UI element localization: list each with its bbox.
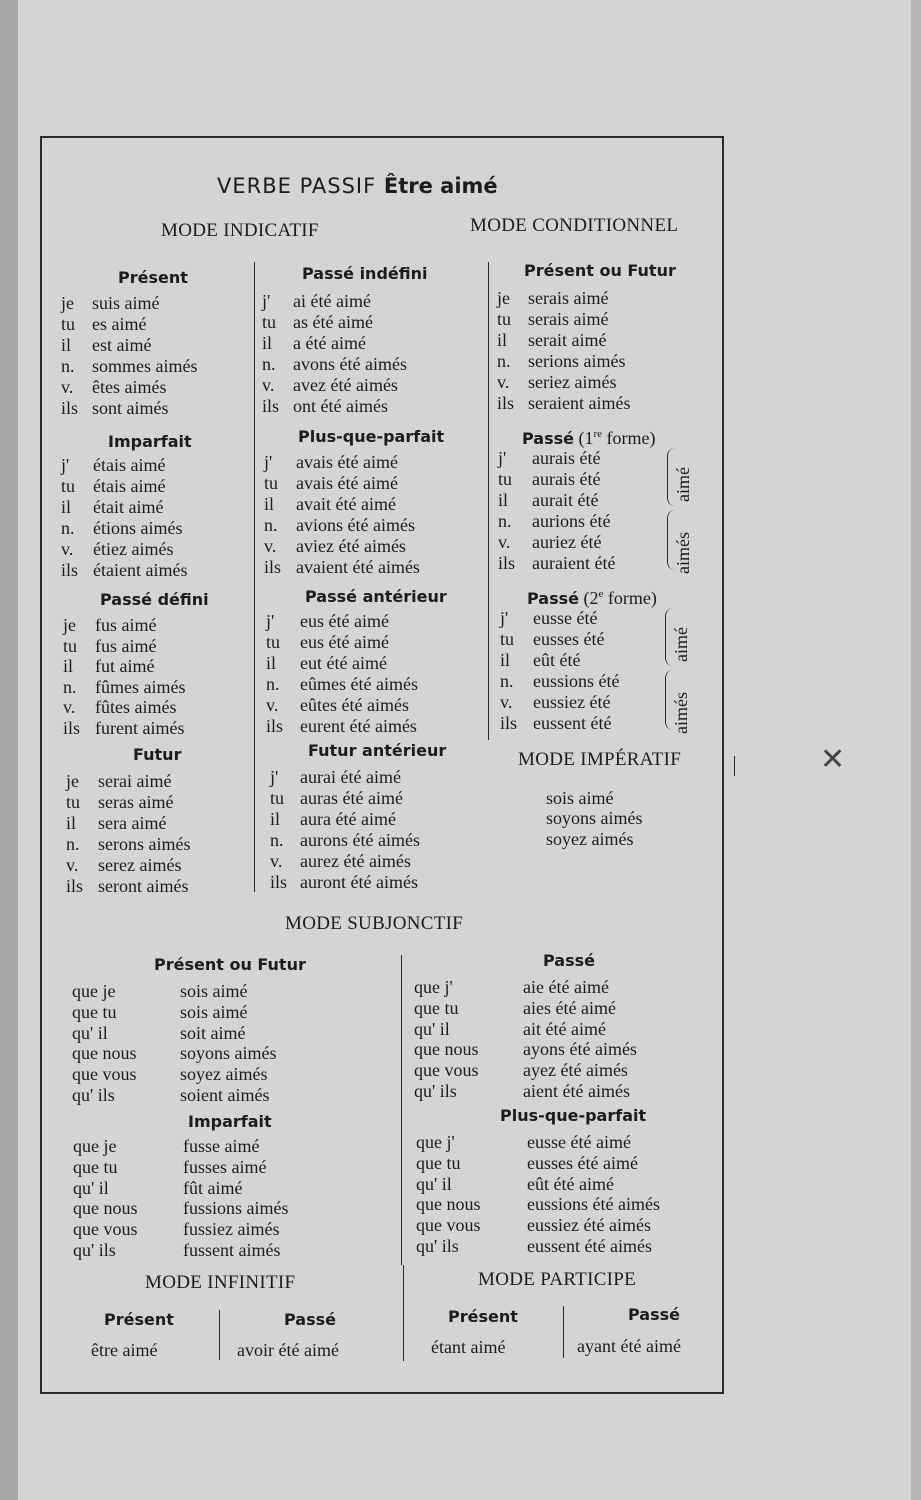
imperatif-row: soyez aimés <box>546 829 634 849</box>
indicatif-passe-indefini-form: a été aimé <box>293 333 366 353</box>
indicatif-present-form: es aimé <box>92 314 147 334</box>
subjonctif-imparfait-pronoun: qu' il <box>73 1178 109 1198</box>
conditionnel-present-pronoun: ils <box>497 393 515 413</box>
indicatif-passe-indefini-form: avons été aimés <box>293 354 407 374</box>
indicatif-imparfait-pronoun: tu <box>61 476 76 496</box>
subjonctif-passe-form: ait été aimé <box>523 1019 606 1039</box>
indicatif-passe-anterieur-form: eus été aimé <box>300 632 389 652</box>
indicatif-plus-que-parfait-pronoun: ils <box>264 557 282 577</box>
conditionnel-passe2-form: eusse été <box>533 608 598 628</box>
subjonctif-passe-pronoun: que vous <box>414 1060 479 1080</box>
conditionnel-passe2-pronoun: tu <box>500 629 515 649</box>
indicatif-futur-form: sera aimé <box>98 813 167 833</box>
conditionnel-passe1-pronoun: n. <box>498 511 512 531</box>
indicatif-futur-anterieur-form: auras été aimé <box>300 788 403 808</box>
indicatif-plus-que-parfait-form: avais été aimé <box>296 452 398 472</box>
indicatif-futur-anterieur-pronoun: n. <box>270 830 284 850</box>
indicatif-passe-indefini-header: Passé indéfini <box>302 264 428 283</box>
conditionnel-passe2-header: Passé (2e forme) <box>527 588 657 608</box>
subjonctif-passe-form: aies été aimé <box>523 998 616 1018</box>
indicatif-passe-anterieur-pronoun: tu <box>266 632 281 652</box>
indicatif-futur-anterieur-pronoun: j' <box>270 767 279 787</box>
indicatif-passe-defini-form: fus aimé <box>95 636 157 656</box>
indicatif-passe-indefini-pronoun: j' <box>262 291 271 311</box>
subjonctif-plus-que-parfait-pronoun: que nous <box>416 1194 481 1214</box>
indicatif-plus-que-parfait-form: avait été aimé <box>296 494 396 514</box>
indicatif-futur-pronoun: ils <box>66 876 84 896</box>
indicatif-passe-anterieur-form: eûtes été aimés <box>300 695 409 715</box>
indicatif-passe-anterieur-form: eus été aimé <box>300 611 389 631</box>
subjonctif-present-form: soient aimés <box>180 1085 270 1105</box>
page-left-edge <box>0 0 18 1500</box>
indicatif-passe-anterieur-form: eurent été aimés <box>300 716 417 736</box>
indicatif-present-pronoun: tu <box>61 314 76 334</box>
indicatif-passe-anterieur-form: eûmes été aimés <box>300 674 418 694</box>
pencil-mark-icon: ✕ <box>820 742 846 777</box>
indicatif-futur-form: serons aimés <box>98 834 191 854</box>
indicatif-present-pronoun: je <box>61 293 74 313</box>
indicatif-imparfait-pronoun: j' <box>61 455 70 475</box>
infinitif-present-value: être aimé <box>91 1340 158 1360</box>
conditionnel-passe2-form: eût été <box>533 650 581 670</box>
conditionnel-passe2-form: eussions été <box>533 671 620 691</box>
indicatif-passe-anterieur-pronoun: ils <box>266 716 284 736</box>
indicatif-imparfait-form: étais aimé <box>93 455 166 475</box>
conditionnel-present-pronoun: je <box>497 288 510 308</box>
indicatif-futur-pronoun: v. <box>66 855 79 875</box>
divider-subjonctif <box>401 955 402 1265</box>
indicatif-futur-pronoun: je <box>66 771 79 791</box>
participe-present-value: étant aimé <box>431 1337 506 1357</box>
indicatif-futur-anterieur-form: aurez été aimés <box>300 851 411 871</box>
conditionnel-present-form: serais aimé <box>528 288 609 308</box>
mode-participe-heading: MODE PARTICIPE <box>478 1269 637 1290</box>
indicatif-passe-indefini-form: ont été aimés <box>293 396 388 416</box>
indicatif-plus-que-parfait-pronoun: tu <box>264 473 279 493</box>
indicatif-futur-anterieur-pronoun: tu <box>270 788 285 808</box>
subjonctif-passe-pronoun: que j' <box>414 977 453 997</box>
conditionnel-passe1-form: auraient été <box>532 553 616 573</box>
conditionnel-passe1-pronoun: tu <box>498 469 513 489</box>
indicatif-passe-indefini-form: as été aimé <box>293 312 373 332</box>
conditionnel-passe1-pronoun: j' <box>498 448 507 468</box>
mode-imperatif-heading: MODE IMPÉRATIF <box>518 749 682 770</box>
conditionnel-passe1-header: Passé (1re forme) <box>522 428 656 448</box>
indicatif-plus-que-parfait-form: avaient été aimés <box>296 557 420 577</box>
subjonctif-imparfait-form: fût aimé <box>183 1178 243 1198</box>
subjonctif-present-header: Présent ou Futur <box>154 955 306 974</box>
page-right-edge <box>911 0 921 1500</box>
brace-passe1-label-top: aimé <box>673 467 693 502</box>
brace-passe1-label-bottom: aimés <box>673 532 693 574</box>
subjonctif-imparfait-header: Imparfait <box>188 1112 272 1131</box>
divider-infinitif-participe <box>403 1265 404 1361</box>
indicatif-present-pronoun: ils <box>61 398 79 418</box>
indicatif-imparfait-form: étais aimé <box>93 476 166 496</box>
mode-infinitif-heading: MODE INFINITIF <box>145 1272 296 1293</box>
indicatif-present-form: êtes aimés <box>92 377 167 397</box>
subjonctif-imparfait-pronoun: que je <box>73 1136 117 1156</box>
conditionnel-present-form: serait aimé <box>528 330 607 350</box>
subjonctif-present-pronoun: que vous <box>72 1064 137 1084</box>
indicatif-futur-anterieur-pronoun: ils <box>270 872 288 892</box>
indicatif-present-header: Présent <box>118 268 188 287</box>
indicatif-plus-que-parfait-form: aviez été aimés <box>296 536 406 556</box>
subjonctif-present-pronoun: que tu <box>72 1002 117 1022</box>
indicatif-passe-anterieur-pronoun: n. <box>266 674 280 694</box>
subjonctif-plus-que-parfait-form: eusse été aimé <box>527 1132 631 1152</box>
indicatif-futur-pronoun: il <box>66 813 77 833</box>
subjonctif-present-form: soyez aimés <box>180 1064 268 1084</box>
indicatif-futur-anterieur-form: aurai été aimé <box>300 767 401 787</box>
conditionnel-passe2-pronoun: il <box>500 650 511 670</box>
conditionnel-present-form: serions aimés <box>528 351 626 371</box>
mode-subjonctif-heading: MODE SUBJONCTIF <box>285 913 464 934</box>
subjonctif-present-form: sois aimé <box>180 981 248 1001</box>
indicatif-plus-que-parfait-form: avais été aimé <box>296 473 398 493</box>
indicatif-passe-defini-form: fus aimé <box>95 615 157 635</box>
subjonctif-present-pronoun: qu' ils <box>72 1085 115 1105</box>
indicatif-passe-defini-pronoun: ils <box>63 718 81 738</box>
subjonctif-imparfait-pronoun: que tu <box>73 1157 118 1177</box>
indicatif-passe-defini-form: fut aimé <box>95 656 155 676</box>
conditionnel-present-pronoun: n. <box>497 351 511 371</box>
indicatif-passe-defini-pronoun: je <box>63 615 76 635</box>
indicatif-passe-defini-form: fûtes aimés <box>95 697 177 717</box>
indicatif-passe-indefini-pronoun: ils <box>262 396 280 416</box>
indicatif-futur-anterieur-header: Futur antérieur <box>308 741 447 760</box>
subjonctif-passe-header: Passé <box>543 951 595 970</box>
conditionnel-passe2-pronoun: ils <box>500 713 518 733</box>
conditionnel-passe1-pronoun: il <box>498 490 509 510</box>
indicatif-passe-defini-pronoun: n. <box>63 677 77 697</box>
subjonctif-imparfait-pronoun: qu' ils <box>73 1240 116 1260</box>
conditionnel-passe1-pronoun: ils <box>498 553 516 573</box>
conditionnel-present-header: Présent ou Futur <box>524 261 676 280</box>
indicatif-passe-indefini-pronoun: n. <box>262 354 276 374</box>
indicatif-passe-defini-pronoun: tu <box>63 636 78 656</box>
subjonctif-plus-que-parfait-pronoun: qu' ils <box>416 1236 459 1256</box>
subjonctif-imparfait-form: fussent aimés <box>183 1240 281 1260</box>
conditionnel-passe2-pronoun: j' <box>500 608 509 628</box>
conditionnel-passe1-form: aurais été <box>532 448 601 468</box>
indicatif-futur-anterieur-pronoun: v. <box>270 851 283 871</box>
indicatif-futur-form: seront aimés <box>98 876 189 896</box>
divider-imperatif-stub <box>734 756 735 776</box>
participe-passe-value: ayant été aimé <box>577 1336 681 1356</box>
imperatif-row: soyons aimés <box>546 808 643 828</box>
indicatif-plus-que-parfait-pronoun: il <box>264 494 275 514</box>
indicatif-futur-anterieur-form: aura été aimé <box>300 809 396 829</box>
indicatif-imparfait-form: étaient aimés <box>93 560 188 580</box>
subjonctif-present-pronoun: que je <box>72 981 116 1001</box>
participe-passe-header: Passé <box>628 1305 680 1324</box>
indicatif-futur-form: seras aimé <box>98 792 174 812</box>
divider-indicatif <box>254 262 255 892</box>
indicatif-futur-pronoun: n. <box>66 834 80 854</box>
subjonctif-present-form: sois aimé <box>180 1002 248 1022</box>
subjonctif-plus-que-parfait-form: eussiez été aimés <box>527 1215 651 1235</box>
conditionnel-passe2-form: eussiez été <box>533 692 611 712</box>
conditionnel-passe2-form: eussent été <box>533 713 612 733</box>
conditionnel-present-form: seraient aimés <box>528 393 631 413</box>
indicatif-passe-defini-pronoun: v. <box>63 697 76 717</box>
subjonctif-plus-que-parfait-pronoun: que j' <box>416 1132 455 1152</box>
indicatif-passe-indefini-form: ai été aimé <box>293 291 371 311</box>
indicatif-passe-anterieur-form: eut été aimé <box>300 653 387 673</box>
mode-conditionnel-heading: MODE CONDITIONNEL <box>470 215 679 236</box>
conditionnel-passe2-pronoun: v. <box>500 692 513 712</box>
conditionnel-passe1-form: auriez été <box>532 532 602 552</box>
subjonctif-passe-form: ayons été aimés <box>523 1039 637 1059</box>
indicatif-passe-anterieur-header: Passé antérieur <box>305 587 447 606</box>
indicatif-futur-pronoun: tu <box>66 792 81 812</box>
subjonctif-passe-form: aient été aimés <box>523 1081 630 1101</box>
indicatif-futur-anterieur-form: auront été aimés <box>300 872 418 892</box>
indicatif-present-pronoun: v. <box>61 377 74 397</box>
conditionnel-present-pronoun: v. <box>497 372 510 392</box>
indicatif-futur-anterieur-pronoun: il <box>270 809 281 829</box>
indicatif-passe-anterieur-pronoun: j' <box>266 611 275 631</box>
subjonctif-plus-que-parfait-form: eussions été aimés <box>527 1194 660 1214</box>
imperatif-row: sois aimé <box>546 788 614 808</box>
indicatif-plus-que-parfait-header: Plus-que-parfait <box>298 427 445 446</box>
subjonctif-imparfait-pronoun: que nous <box>73 1198 138 1218</box>
conditionnel-passe1-form: aurions été <box>532 511 611 531</box>
infinitif-present-header: Présent <box>104 1310 174 1329</box>
divider-infinitif <box>219 1310 220 1360</box>
subjonctif-passe-pronoun: qu' ils <box>414 1081 457 1101</box>
indicatif-passe-indefini-pronoun: tu <box>262 312 277 332</box>
indicatif-futur-form: serai aimé <box>98 771 172 791</box>
subjonctif-imparfait-form: fusse aimé <box>183 1136 260 1156</box>
indicatif-passe-anterieur-pronoun: v. <box>266 695 279 715</box>
brace-passe2-label-top: aimé <box>671 627 691 662</box>
subjonctif-plus-que-parfait-pronoun: que vous <box>416 1215 481 1235</box>
infinitif-passe-value: avoir été aimé <box>237 1340 339 1360</box>
conditionnel-passe2-form: eusses été <box>533 629 605 649</box>
indicatif-passe-anterieur-pronoun: il <box>266 653 277 673</box>
indicatif-plus-que-parfait-pronoun: n. <box>264 515 278 535</box>
indicatif-present-form: sommes aimés <box>92 356 198 376</box>
subjonctif-imparfait-pronoun: que vous <box>73 1219 138 1239</box>
subjonctif-present-form: soit aimé <box>180 1023 246 1043</box>
subjonctif-passe-form: ayez été aimés <box>523 1060 628 1080</box>
subjonctif-imparfait-form: fussions aimés <box>183 1198 289 1218</box>
mode-indicatif-heading: MODE INDICATIF <box>161 220 319 241</box>
indicatif-passe-defini-form: furent aimés <box>95 718 185 738</box>
conditionnel-passe1-form: aurait été <box>532 490 599 510</box>
conditionnel-passe2-pronoun: n. <box>500 671 514 691</box>
indicatif-plus-que-parfait-pronoun: j' <box>264 452 273 472</box>
subjonctif-plus-que-parfait-pronoun: qu' il <box>416 1174 452 1194</box>
indicatif-plus-que-parfait-form: avions été aimés <box>296 515 415 535</box>
indicatif-imparfait-form: étiez aimés <box>93 539 174 559</box>
subjonctif-plus-que-parfait-form: eussent été aimés <box>527 1236 652 1256</box>
indicatif-imparfait-header: Imparfait <box>108 432 192 451</box>
subjonctif-plus-que-parfait-form: eût été aimé <box>527 1174 614 1194</box>
subjonctif-passe-pronoun: que tu <box>414 998 459 1018</box>
indicatif-passe-indefini-pronoun: v. <box>262 375 275 395</box>
divider-conditionnel <box>488 262 489 740</box>
conditionnel-passe1-form: aurais été <box>532 469 601 489</box>
divider-participe <box>563 1306 564 1358</box>
subjonctif-present-pronoun: que nous <box>72 1043 137 1063</box>
subjonctif-imparfait-form: fussiez aimés <box>183 1219 280 1239</box>
indicatif-imparfait-pronoun: n. <box>61 518 75 538</box>
indicatif-futur-header: Futur <box>133 745 182 764</box>
indicatif-imparfait-pronoun: il <box>61 497 72 517</box>
subjonctif-imparfait-form: fusses aimé <box>183 1157 267 1177</box>
subjonctif-passe-pronoun: que nous <box>414 1039 479 1059</box>
indicatif-present-pronoun: n. <box>61 356 75 376</box>
infinitif-passe-header: Passé <box>284 1310 336 1329</box>
indicatif-passe-indefini-pronoun: il <box>262 333 273 353</box>
subjonctif-present-pronoun: qu' il <box>72 1023 108 1043</box>
indicatif-present-pronoun: il <box>61 335 72 355</box>
brace-passe2-label-bottom: aimés <box>671 692 691 734</box>
conditionnel-present-form: serais aimé <box>528 309 609 329</box>
indicatif-plus-que-parfait-pronoun: v. <box>264 536 277 556</box>
indicatif-present-form: suis aimé <box>92 293 160 313</box>
subjonctif-passe-form: aie été aimé <box>523 977 609 997</box>
indicatif-imparfait-pronoun: v. <box>61 539 74 559</box>
indicatif-futur-form: serez aimés <box>98 855 182 875</box>
subjonctif-present-form: soyons aimés <box>180 1043 277 1063</box>
subjonctif-plus-que-parfait-pronoun: que tu <box>416 1153 461 1173</box>
indicatif-present-form: sont aimés <box>92 398 169 418</box>
conditionnel-present-form: seriez aimés <box>528 372 617 392</box>
indicatif-passe-indefini-form: avez été aimés <box>293 375 398 395</box>
page-title: VERBE PASSIF Être aimé <box>217 174 498 198</box>
subjonctif-plus-que-parfait-header: Plus-que-parfait <box>500 1106 647 1125</box>
conditionnel-present-pronoun: tu <box>497 309 512 329</box>
indicatif-passe-defini-form: fûmes aimés <box>95 677 186 697</box>
indicatif-imparfait-form: étions aimés <box>93 518 183 538</box>
subjonctif-passe-pronoun: qu' il <box>414 1019 450 1039</box>
indicatif-passe-defini-header: Passé défini <box>100 590 209 609</box>
indicatif-futur-anterieur-form: aurons été aimés <box>300 830 420 850</box>
indicatif-imparfait-form: était aimé <box>93 497 164 517</box>
indicatif-present-form: est aimé <box>92 335 152 355</box>
participe-present-header: Présent <box>448 1307 518 1326</box>
indicatif-passe-defini-pronoun: il <box>63 656 74 676</box>
conditionnel-passe1-pronoun: v. <box>498 532 511 552</box>
indicatif-imparfait-pronoun: ils <box>61 560 79 580</box>
conditionnel-present-pronoun: il <box>497 330 508 350</box>
subjonctif-plus-que-parfait-form: eusses été aimé <box>527 1153 638 1173</box>
